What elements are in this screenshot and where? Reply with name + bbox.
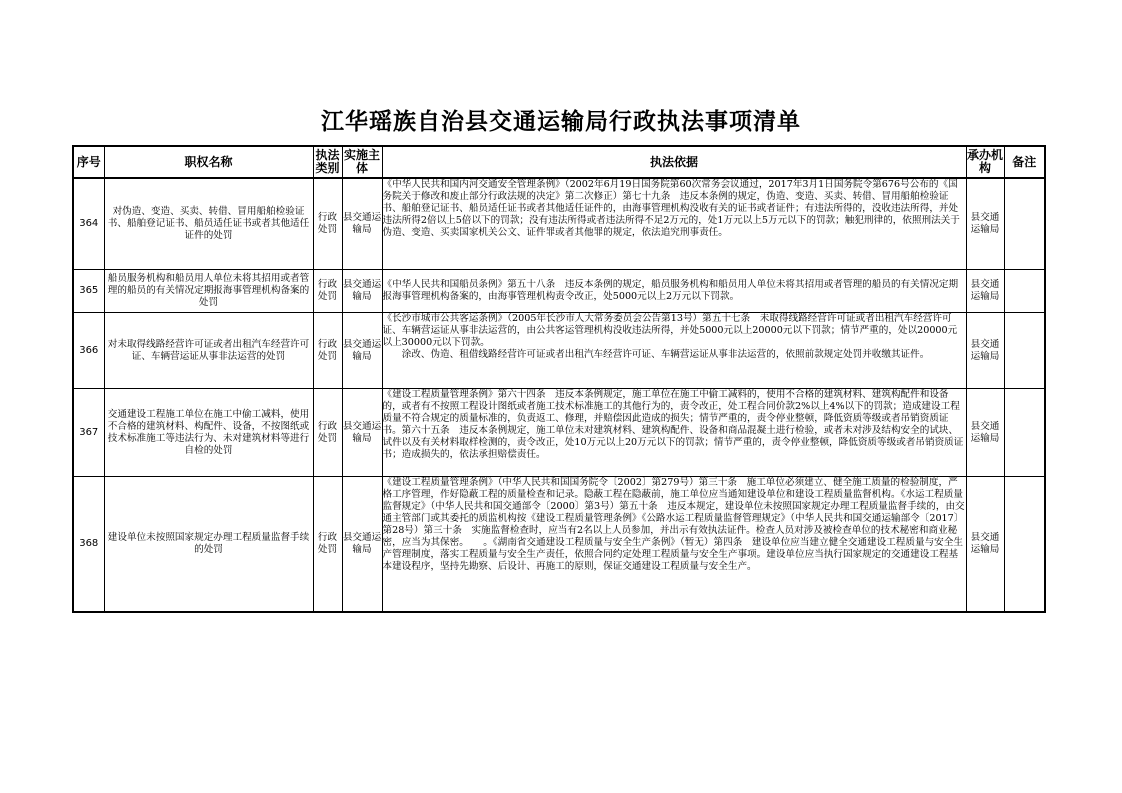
basis-paragraph: 《建设工程质量管理条例》（中华人民共和国国务院令〔2002〕第279号）第三十条 施工单位必须建立、健全施工质量的检验制度，严格工序管理，作好隐蔽工程的质量检查和记录。隐蔽工程在隐蔽前，施工单位应当通知建设单位和建设工程质量监督机构。《水运工程质量监督规定》（中华人民共和国交通部令〔2000〕第3号）第五十条 违反本规定，建设单位未按照国家规定办理工程质量监督手续的，由交通主管部门或其委托的质监机构按《建设工程质量管理条例》《公路水运工程质量监督管理规定》（中华人民共和国交通运输部令〔2017〕第28号）第三十条 实施监督检查时，应当有2名以上人员参加，并出示有效执法证件。检查人员对涉及被检查单位的技术秘密和商业秘密，应当为其保密。 。《湖南省交通建设工程质量与安全生产条例》（暂无）第四条 建设单位应当建立健全交通建设工程质量与安全生产管理制度，落实工程质量与安全生产责任，依照合同约定处理工程质量与安全生产事项。建设单位应当执行国家规定的交通建设工程基本建设程序，坚持先勘察、后设计、再施工的原则，保证交通建设工程质量与安全生产。 — [382, 477, 965, 572]
col-header-note: 备注 — [1004, 146, 1045, 178]
row-name: 船员服务机构和船员用人单位未将其招用或者管理的船员的有关情况定期报海事管理机构备案的处罚 — [104, 270, 313, 313]
row-name: 对伪造、变造、买卖、转借、冒用船舶检验证书、船舶登记证书、船员适任证书或者其他适任证件的处罚 — [104, 178, 313, 270]
page-title: 江华瑶族自治县交通运输局行政执法事项清单 — [321, 109, 801, 135]
row-note — [1004, 389, 1045, 477]
col-header-type: 执法类别 — [313, 146, 342, 178]
table-row — [73, 389, 1045, 477]
table-row — [73, 270, 1045, 313]
table-row — [73, 313, 1045, 389]
header-row — [73, 146, 1045, 178]
row-subject: 县交通运输局 — [342, 477, 382, 613]
row-note — [1004, 270, 1045, 313]
row-subject: 县交通运输局 — [342, 178, 382, 270]
row-dept: 县交通运输局 — [966, 178, 1004, 270]
row-note — [1004, 477, 1045, 613]
row-basis — [382, 313, 966, 389]
row-subject: 县交通运输局 — [342, 270, 382, 313]
row-type: 行政处罚 — [313, 270, 342, 313]
row-subject: 县交通运输局 — [342, 313, 382, 389]
col-header-subject: 实施主体 — [342, 146, 382, 178]
row-subject: 县交通运输局 — [342, 389, 382, 477]
basis-paragraph: 涂改、伪造、租借线路经营许可证或者出租汽车经营许可证、车辆营运证从事非法运营的，依照前款规定处罚并收缴其证件。 — [401, 349, 930, 360]
basis-paragraph: 《长沙市城市公共客运条例》（2005年长沙市人大常务委员会公告第13号）第五十七条 未取得线路经营许可证或者出租汽车经营许可证、车辆营运证从事非法运营的，由公共客运管理机构没收违法所得，并处5000元以上20000元以下罚款；情节严重的，处以20000元以上30000元以下罚款。 — [382, 313, 958, 348]
row-basis — [382, 389, 966, 477]
row-dept: 县交通运输局 — [966, 270, 1004, 313]
basis-paragraph: 《中华人民共和国内河交通安全管理条例》（2002年6月19日国务院第60次常务会议通过，2017年3月1日国务院令第676号公布的《国务院关于修改和废止部分行政法规的决定》第二次修正）第七十九条 违反本条例的规定，伪造、变造、买卖、转借、冒用船舶检验证书、船舶登记证书、船员适任证书或者其他适任证件的，由海事管理机构没收有关的证书或者证件；有违法所得的，没收违法所得，并处违法所得2倍以上5倍以下的罚款；没有违法所得或者违法所得不足2万元的，处1万元以上5万元以下的罚款；触犯刑律的，依照刑法关于伪造、变造、买卖国家机关公文、证件罪或者其他罪的规定，依法追究刑事责任。 — [382, 179, 960, 238]
row-basis — [382, 178, 966, 270]
row-seq: 367 — [73, 389, 104, 477]
col-header-name: 职权名称 — [104, 146, 313, 178]
table-row — [73, 178, 1045, 270]
row-type: 行政处罚 — [313, 178, 342, 270]
row-type: 行政处罚 — [313, 313, 342, 389]
enforcement-table — [72, 145, 1046, 613]
row-seq: 366 — [73, 313, 104, 389]
basis-paragraph: 《建设工程质量管理条例》第六十四条 违反本条例规定，施工单位在施工中偷工减料的，使用不合格的建筑材料、建筑构配件和设备的，或者有不按照工程设计图纸或者施工技术标准施工的其他行为的，责令改正，处工程合同价款2%以上4%以下的罚款；造成建设工程质量不符合规定的质量标准的，负责返工、修理，并赔偿因此造成的损失；情节严重的，责令停业整顿，降低资质等级或者吊销资质证书。第六十五条 违反本条例规定，施工单位未对建筑材料、建筑构配件、设备和商品混凝土进行检验，或者未对涉及结构安全的试块、试件以及有关材料取样检测的，责令改正，处10万元以上20万元以下的罚款；情节严重的，责令停业整顿，降低资质等级或者吊销资质证书；造成损失的，依法承担赔偿责任。 — [382, 389, 964, 460]
row-basis — [382, 477, 966, 613]
row-note — [1004, 178, 1045, 270]
row-seq: 368 — [73, 477, 104, 613]
basis-paragraph: 《中华人民共和国船员条例》第五十八条 违反本条例的规定，船员服务机构和船员用人单位未将其招用或者管理的船员的有关情况定期报海事管理机构备案的，由海事管理机构责令改正，处5000元以上2万元以下罚款。 — [382, 279, 959, 302]
row-type: 行政处罚 — [313, 477, 342, 613]
row-seq: 364 — [73, 178, 104, 270]
row-name: 建设单位未按照国家规定办理工程质量监督手续的处罚 — [104, 477, 313, 613]
col-header-seq: 序号 — [73, 146, 104, 178]
row-name: 对未取得线路经营许可证或者出租汽车经营许可证、车辆营运证从事非法运营的处罚 — [104, 313, 313, 389]
row-type: 行政处罚 — [313, 389, 342, 477]
row-note — [1004, 313, 1045, 389]
row-basis — [382, 270, 966, 313]
row-dept: 县交通运输局 — [966, 477, 1004, 613]
row-name: 交通建设工程施工单位在施工中偷工减料，使用不合格的建筑材料、构配件、设备，不按图纸或技术标准施工等违法行为、未对建筑材料等进行自检的处罚 — [104, 389, 313, 477]
row-seq: 365 — [73, 270, 104, 313]
col-header-basis: 执法依据 — [382, 146, 966, 178]
table-row — [73, 477, 1045, 613]
col-header-dept: 承办机构 — [966, 146, 1004, 178]
row-dept: 县交通运输局 — [966, 313, 1004, 389]
row-dept: 县交通运输局 — [966, 389, 1004, 477]
